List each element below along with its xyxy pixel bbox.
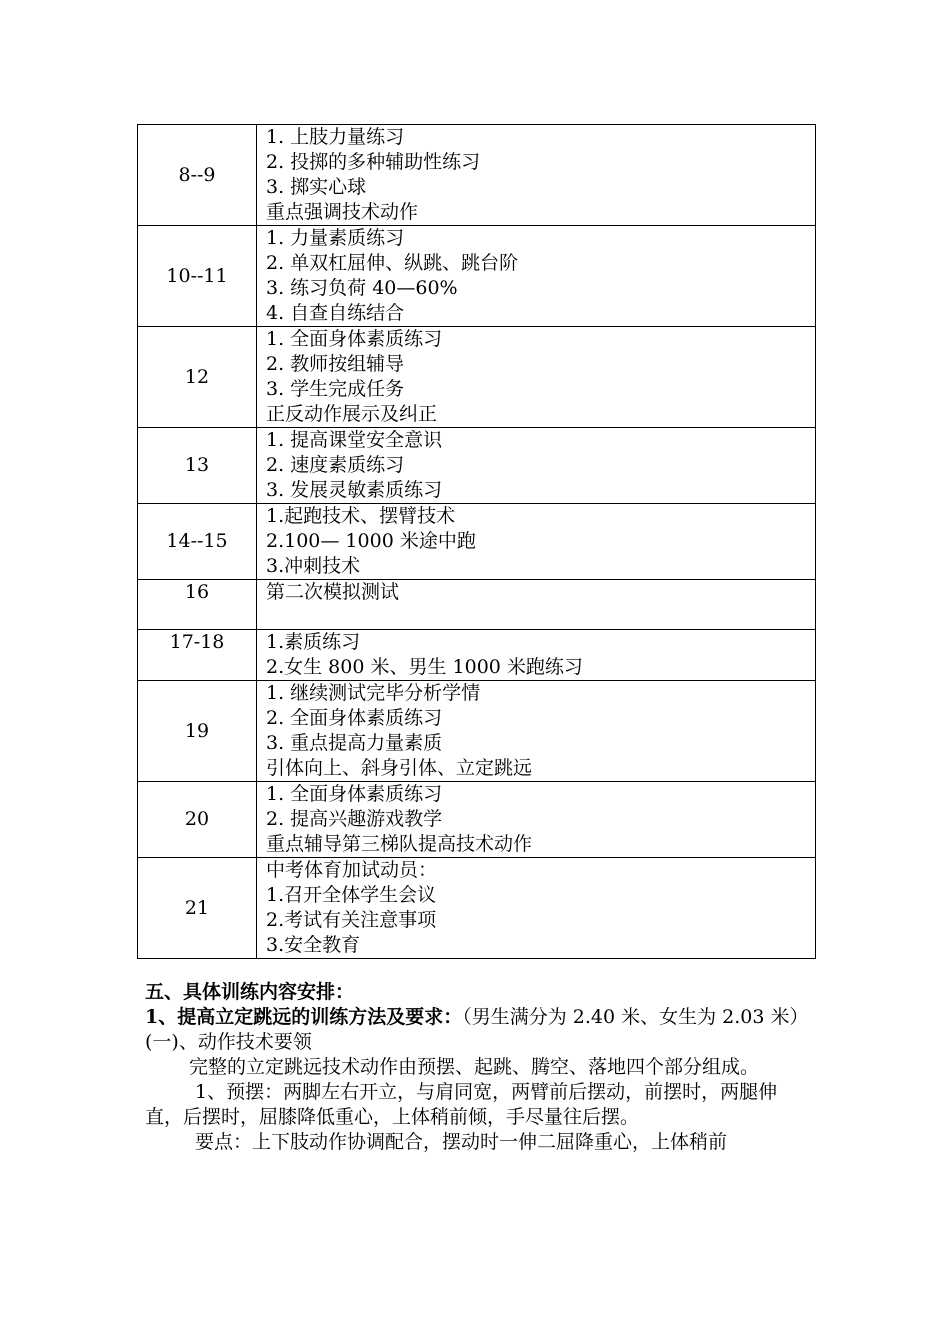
tech-heading: (一)、动作技术要领 (145, 1031, 312, 1053)
content-line: 引体向上、斜身引体、立定跳远 (266, 757, 533, 779)
training-content-section (145, 980, 810, 1155)
week-cell: 10--11 (138, 226, 257, 327)
content-line: 1.素质练习 (266, 631, 361, 653)
content-line: 3. 掷实心球 (266, 176, 367, 198)
content-cell (257, 504, 816, 580)
table-row (138, 681, 816, 782)
table-row (138, 428, 816, 504)
table-row (138, 630, 816, 681)
content-cell (257, 630, 816, 681)
paragraph-overview: 完整的立定跳远技术动作由预摆、起跳、腾空、落地四个部分组成。 (189, 1056, 760, 1078)
week-cell: 17-18 (138, 630, 257, 681)
content-line: 第二次模拟测试 (266, 581, 400, 603)
content-line: 3.冲刺技术 (266, 555, 361, 577)
content-line: 3.安全教育 (266, 934, 361, 956)
content-line: 2. 提高兴趣游戏教学 (266, 808, 443, 830)
sub-heading (145, 1005, 810, 1030)
content-line: 2. 投掷的多种辅助性练习 (266, 151, 481, 173)
week-cell: 14--15 (138, 504, 257, 580)
content-line: 1. 全面身体素质练习 (266, 783, 443, 805)
content-line: 1. 继续测试完毕分析学情 (266, 682, 481, 704)
content-line: 3. 练习负荷 40—60% (266, 277, 458, 299)
content-line: 4. 自查自练结合 (266, 302, 405, 324)
table-row (138, 504, 816, 580)
content-line: 1.起跑技术、摆臂技术 (266, 505, 456, 527)
table-row (138, 327, 816, 428)
content-cell (257, 580, 816, 630)
content-line: 1.召开全体学生会议 (266, 884, 437, 906)
table-row (138, 125, 816, 226)
content-cell (257, 681, 816, 782)
content-line: 3. 重点提高力量素质 (266, 732, 443, 754)
content-line: 重点强调技术动作 (266, 201, 419, 223)
content-line: 2. 全面身体素质练习 (266, 707, 443, 729)
content-line: 1. 上肢力量练习 (266, 126, 405, 148)
content-line: 2. 速度素质练习 (266, 454, 405, 476)
week-cell: 19 (138, 681, 257, 782)
week-cell: 16 (138, 580, 257, 630)
content-cell (257, 226, 816, 327)
content-line: 中考体育加试动员： (266, 859, 438, 881)
content-line: 2. 教师按组辅导 (266, 353, 405, 375)
week-cell: 20 (138, 782, 257, 858)
content-line: 2.100— 1000 米途中跑 (266, 530, 476, 552)
content-line: 1. 全面身体素质练习 (266, 328, 443, 350)
content-line: 1. 力量素质练习 (266, 227, 405, 249)
week-cell: 12 (138, 327, 257, 428)
table-row (138, 782, 816, 858)
week-cell: 8--9 (138, 125, 257, 226)
week-cell: 13 (138, 428, 257, 504)
content-line: 2.女生 800 米、男生 1000 米跑练习 (266, 656, 583, 678)
table-row (138, 858, 816, 959)
sub-heading-bold: 1、提高立定跳远的训练方法及要求： (145, 1006, 463, 1028)
content-line: 3. 发展灵敏素质练习 (266, 479, 443, 501)
content-cell (257, 428, 816, 504)
paragraph-preswing: 1、预摆：两脚左右开立，与肩同宽，两臂前后摆动，前摆时，两腿伸直，后摆时，屈膝降低重心，上体稍前倾，手尽量往后摆。 (145, 1081, 778, 1128)
content-line: 2. 单双杠屈伸、纵跳、跳台阶 (266, 252, 519, 274)
table-row (138, 580, 816, 630)
content-line: 2.考试有关注意事项 (266, 909, 437, 931)
content-cell (257, 858, 816, 959)
section-heading: 五、具体训练内容安排： (145, 981, 355, 1003)
table-row (138, 226, 816, 327)
content-cell (257, 782, 816, 858)
week-cell: 21 (138, 858, 257, 959)
content-line: 正反动作展示及纠正 (266, 403, 438, 425)
paragraph-keypoints: 要点：上下肢动作协调配合，摆动时一伸二屈降重心，上体稍前 (195, 1131, 728, 1153)
sub-heading-note: （男生满分为 2.40 米、女生为 2.03 米） (462, 1006, 809, 1028)
training-schedule-table (137, 124, 816, 959)
content-line: 3. 学生完成任务 (266, 378, 405, 400)
content-line: 1. 提高课堂安全意识 (266, 429, 443, 451)
content-cell (257, 125, 816, 226)
content-line: 重点辅导第三梯队提高技术动作 (266, 833, 533, 855)
content-cell (257, 327, 816, 428)
